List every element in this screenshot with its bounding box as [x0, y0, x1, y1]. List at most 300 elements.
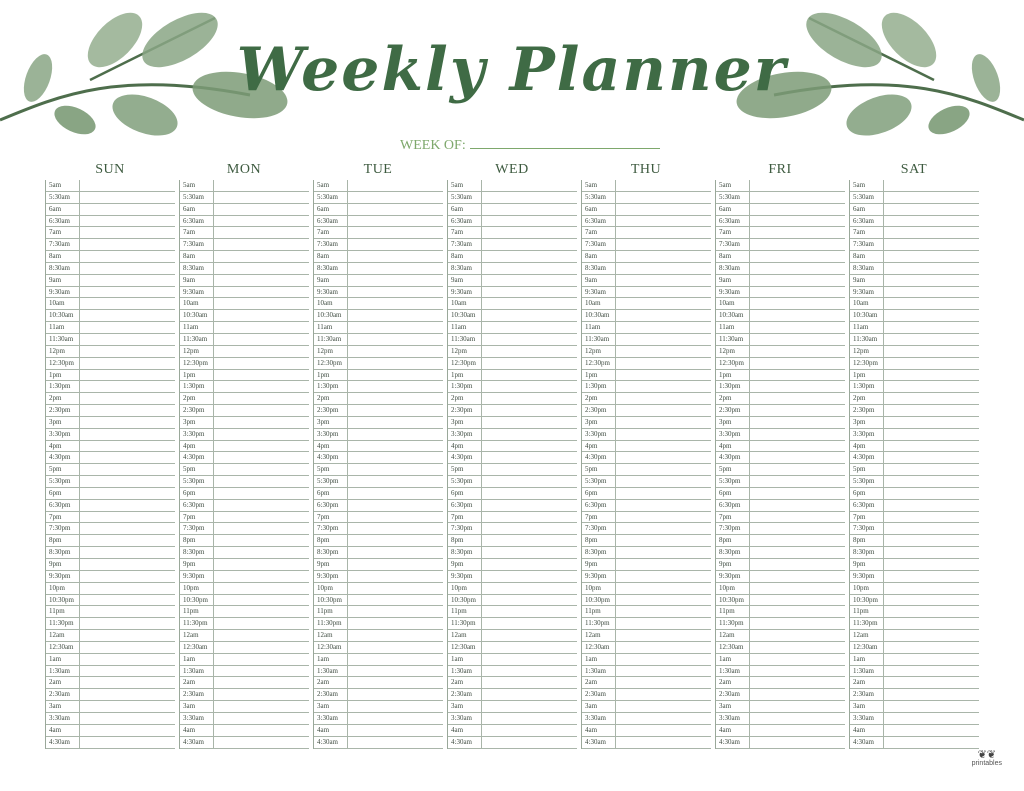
time-slot-row[interactable] [448, 488, 577, 500]
time-slot-row[interactable] [180, 452, 309, 464]
time-slot-row[interactable] [850, 334, 979, 346]
time-slot-row[interactable] [180, 689, 309, 701]
time-slot-row[interactable] [716, 334, 845, 346]
time-slot-row[interactable] [46, 310, 175, 322]
time-slot-row[interactable] [180, 618, 309, 630]
time-slot-row[interactable] [46, 689, 175, 701]
time-slot-row[interactable] [448, 180, 577, 192]
time-slot-row[interactable] [850, 405, 979, 417]
time-slot-row[interactable] [180, 370, 309, 382]
time-slot-row[interactable] [180, 677, 309, 689]
time-slot-row[interactable] [180, 298, 309, 310]
time-slot-row[interactable] [850, 488, 979, 500]
time-slot-row[interactable] [46, 677, 175, 689]
time-slot-row[interactable] [448, 642, 577, 654]
time-slot-row[interactable] [314, 677, 443, 689]
time-slot-row[interactable] [314, 334, 443, 346]
time-slot-row[interactable] [314, 381, 443, 393]
time-slot-row[interactable] [448, 370, 577, 382]
time-slot-row[interactable] [582, 523, 711, 535]
time-slot-row[interactable] [582, 512, 711, 524]
time-slot-row[interactable] [448, 713, 577, 725]
time-slot-row[interactable] [314, 358, 443, 370]
time-slot-row[interactable] [180, 464, 309, 476]
time-slot-row[interactable] [448, 737, 577, 749]
time-slot-row[interactable] [314, 737, 443, 749]
time-slot-row[interactable] [850, 677, 979, 689]
time-slot-row[interactable] [716, 618, 845, 630]
time-slot-row[interactable] [448, 523, 577, 535]
time-slot-row[interactable] [314, 452, 443, 464]
time-slot-row[interactable] [448, 263, 577, 275]
time-slot-row[interactable] [314, 239, 443, 251]
time-slot-row[interactable] [716, 642, 845, 654]
time-slot-row[interactable] [716, 346, 845, 358]
time-slot-row[interactable] [180, 512, 309, 524]
time-slot-row[interactable] [448, 500, 577, 512]
time-slot-row[interactable] [716, 322, 845, 334]
time-slot-row[interactable] [716, 512, 845, 524]
time-slot-row[interactable] [448, 535, 577, 547]
time-slot-row[interactable] [180, 654, 309, 666]
time-slot-row[interactable] [314, 583, 443, 595]
time-slot-row[interactable] [850, 500, 979, 512]
time-slot-row[interactable] [716, 393, 845, 405]
time-slot-row[interactable] [46, 322, 175, 334]
time-slot-row[interactable] [716, 488, 845, 500]
time-slot-row[interactable] [850, 464, 979, 476]
time-slot-row[interactable] [850, 689, 979, 701]
time-slot-row[interactable] [582, 192, 711, 204]
time-slot-row[interactable] [582, 689, 711, 701]
time-slot-row[interactable] [582, 370, 711, 382]
time-slot-row[interactable] [448, 429, 577, 441]
time-slot-row[interactable] [716, 216, 845, 228]
time-slot-row[interactable] [448, 630, 577, 642]
time-slot-row[interactable] [448, 654, 577, 666]
time-slot-row[interactable] [180, 595, 309, 607]
time-slot-row[interactable] [850, 204, 979, 216]
time-slot-row[interactable] [314, 642, 443, 654]
time-slot-row[interactable] [314, 298, 443, 310]
time-slot-row[interactable] [314, 701, 443, 713]
time-slot-row[interactable] [716, 358, 845, 370]
time-slot-row[interactable] [46, 441, 175, 453]
time-slot-row[interactable] [46, 180, 175, 192]
time-slot-row[interactable] [180, 239, 309, 251]
time-slot-row[interactable] [716, 370, 845, 382]
time-slot-row[interactable] [180, 583, 309, 595]
time-slot-row[interactable] [314, 559, 443, 571]
time-slot-row[interactable] [46, 239, 175, 251]
time-slot-row[interactable] [448, 666, 577, 678]
time-slot-row[interactable] [46, 204, 175, 216]
time-slot-row[interactable] [716, 725, 845, 737]
time-slot-row[interactable] [582, 701, 711, 713]
time-slot-row[interactable] [716, 310, 845, 322]
time-slot-row[interactable] [716, 595, 845, 607]
time-slot-row[interactable] [448, 571, 577, 583]
time-slot-row[interactable] [448, 583, 577, 595]
time-slot-row[interactable] [716, 571, 845, 583]
time-slot-row[interactable] [46, 606, 175, 618]
time-slot-row[interactable] [582, 464, 711, 476]
time-slot-row[interactable] [180, 405, 309, 417]
time-slot-row[interactable] [180, 393, 309, 405]
time-slot-row[interactable] [46, 500, 175, 512]
time-slot-row[interactable] [314, 725, 443, 737]
time-slot-row[interactable] [314, 689, 443, 701]
time-slot-row[interactable] [46, 512, 175, 524]
time-slot-row[interactable] [180, 192, 309, 204]
time-slot-row[interactable] [850, 227, 979, 239]
time-slot-row[interactable] [180, 441, 309, 453]
time-slot-row[interactable] [850, 322, 979, 334]
time-slot-row[interactable] [850, 263, 979, 275]
time-slot-row[interactable] [716, 452, 845, 464]
time-slot-row[interactable] [180, 263, 309, 275]
time-slot-row[interactable] [448, 216, 577, 228]
time-slot-row[interactable] [314, 263, 443, 275]
time-slot-row[interactable] [850, 180, 979, 192]
time-slot-row[interactable] [582, 310, 711, 322]
time-slot-row[interactable] [716, 500, 845, 512]
time-slot-row[interactable] [314, 251, 443, 263]
time-slot-row[interactable] [850, 370, 979, 382]
time-slot-row[interactable] [314, 216, 443, 228]
time-slot-row[interactable] [582, 204, 711, 216]
time-slot-row[interactable] [582, 251, 711, 263]
time-slot-row[interactable] [582, 180, 711, 192]
time-slot-row[interactable] [314, 571, 443, 583]
time-slot-row[interactable] [448, 346, 577, 358]
time-slot-row[interactable] [314, 512, 443, 524]
time-slot-row[interactable] [582, 393, 711, 405]
time-slot-row[interactable] [716, 476, 845, 488]
time-slot-row[interactable] [180, 322, 309, 334]
time-slot-row[interactable] [314, 630, 443, 642]
time-slot-row[interactable] [582, 263, 711, 275]
time-slot-row[interactable] [582, 654, 711, 666]
time-slot-row[interactable] [582, 571, 711, 583]
time-slot-row[interactable] [850, 429, 979, 441]
time-slot-row[interactable] [180, 701, 309, 713]
time-slot-row[interactable] [582, 346, 711, 358]
time-slot-row[interactable] [180, 287, 309, 299]
time-slot-row[interactable] [180, 500, 309, 512]
time-slot-row[interactable] [850, 630, 979, 642]
time-slot-row[interactable] [850, 358, 979, 370]
time-slot-row[interactable] [716, 523, 845, 535]
time-slot-row[interactable] [448, 251, 577, 263]
time-slot-row[interactable] [716, 464, 845, 476]
time-slot-row[interactable] [716, 239, 845, 251]
time-slot-row[interactable] [314, 417, 443, 429]
time-slot-row[interactable] [582, 452, 711, 464]
time-slot-row[interactable] [582, 275, 711, 287]
time-slot-row[interactable] [46, 381, 175, 393]
time-slot-row[interactable] [850, 618, 979, 630]
time-slot-row[interactable] [850, 654, 979, 666]
time-slot-row[interactable] [314, 654, 443, 666]
time-slot-row[interactable] [46, 642, 175, 654]
time-slot-row[interactable] [850, 547, 979, 559]
time-slot-row[interactable] [46, 654, 175, 666]
time-slot-row[interactable] [448, 464, 577, 476]
time-slot-row[interactable] [314, 523, 443, 535]
time-slot-row[interactable] [448, 441, 577, 453]
time-slot-row[interactable] [850, 393, 979, 405]
time-slot-row[interactable] [582, 476, 711, 488]
time-slot-row[interactable] [850, 298, 979, 310]
time-slot-row[interactable] [46, 535, 175, 547]
time-slot-row[interactable] [582, 630, 711, 642]
time-slot-row[interactable] [180, 381, 309, 393]
time-slot-row[interactable] [716, 547, 845, 559]
time-slot-row[interactable] [582, 559, 711, 571]
time-slot-row[interactable] [716, 630, 845, 642]
time-slot-row[interactable] [716, 263, 845, 275]
time-slot-row[interactable] [180, 251, 309, 263]
time-slot-row[interactable] [716, 583, 845, 595]
time-slot-row[interactable] [448, 725, 577, 737]
time-slot-row[interactable] [314, 180, 443, 192]
time-slot-row[interactable] [314, 595, 443, 607]
time-slot-row[interactable] [448, 701, 577, 713]
week-of-line[interactable] [470, 135, 660, 149]
time-slot-row[interactable] [448, 192, 577, 204]
time-slot-row[interactable] [46, 476, 175, 488]
time-slot-row[interactable] [582, 642, 711, 654]
time-slot-row[interactable] [180, 204, 309, 216]
time-slot-row[interactable] [180, 547, 309, 559]
time-slot-row[interactable] [716, 666, 845, 678]
time-slot-row[interactable] [448, 417, 577, 429]
time-slot-row[interactable] [314, 227, 443, 239]
time-slot-row[interactable] [46, 488, 175, 500]
time-slot-row[interactable] [314, 204, 443, 216]
time-slot-row[interactable] [180, 227, 309, 239]
time-slot-row[interactable] [180, 725, 309, 737]
time-slot-row[interactable] [46, 464, 175, 476]
time-slot-row[interactable] [582, 618, 711, 630]
time-slot-row[interactable] [180, 737, 309, 749]
time-slot-row[interactable] [582, 334, 711, 346]
time-slot-row[interactable] [850, 571, 979, 583]
time-slot-row[interactable] [180, 488, 309, 500]
time-slot-row[interactable] [850, 583, 979, 595]
time-slot-row[interactable] [850, 713, 979, 725]
time-slot-row[interactable] [582, 322, 711, 334]
time-slot-row[interactable] [716, 606, 845, 618]
time-slot-row[interactable] [180, 358, 309, 370]
time-slot-row[interactable] [46, 346, 175, 358]
time-slot-row[interactable] [850, 595, 979, 607]
time-slot-row[interactable] [716, 677, 845, 689]
time-slot-row[interactable] [46, 725, 175, 737]
time-slot-row[interactable] [448, 689, 577, 701]
time-slot-row[interactable] [46, 216, 175, 228]
time-slot-row[interactable] [850, 606, 979, 618]
time-slot-row[interactable] [46, 583, 175, 595]
time-slot-row[interactable] [582, 713, 711, 725]
time-slot-row[interactable] [46, 298, 175, 310]
time-slot-row[interactable] [582, 358, 711, 370]
time-slot-row[interactable] [448, 322, 577, 334]
time-slot-row[interactable] [314, 370, 443, 382]
time-slot-row[interactable] [46, 429, 175, 441]
time-slot-row[interactable] [850, 642, 979, 654]
time-slot-row[interactable] [448, 298, 577, 310]
time-slot-row[interactable] [314, 535, 443, 547]
time-slot-row[interactable] [582, 441, 711, 453]
time-slot-row[interactable] [448, 476, 577, 488]
time-slot-row[interactable] [716, 654, 845, 666]
time-slot-row[interactable] [582, 535, 711, 547]
time-slot-row[interactable] [716, 381, 845, 393]
time-slot-row[interactable] [46, 287, 175, 299]
time-slot-row[interactable] [448, 452, 577, 464]
time-slot-row[interactable] [448, 381, 577, 393]
time-slot-row[interactable] [180, 334, 309, 346]
time-slot-row[interactable] [716, 701, 845, 713]
time-slot-row[interactable] [46, 630, 175, 642]
time-slot-row[interactable] [46, 251, 175, 263]
time-slot-row[interactable] [716, 298, 845, 310]
time-slot-row[interactable] [582, 737, 711, 749]
time-slot-row[interactable] [448, 275, 577, 287]
time-slot-row[interactable] [180, 523, 309, 535]
time-slot-row[interactable] [582, 429, 711, 441]
time-slot-row[interactable] [314, 464, 443, 476]
time-slot-row[interactable] [850, 559, 979, 571]
time-slot-row[interactable] [716, 405, 845, 417]
time-slot-row[interactable] [850, 476, 979, 488]
time-slot-row[interactable] [850, 275, 979, 287]
time-slot-row[interactable] [716, 429, 845, 441]
time-slot-row[interactable] [314, 310, 443, 322]
time-slot-row[interactable] [448, 310, 577, 322]
time-slot-row[interactable] [850, 192, 979, 204]
time-slot-row[interactable] [46, 334, 175, 346]
time-slot-row[interactable] [180, 606, 309, 618]
time-slot-row[interactable] [448, 405, 577, 417]
time-slot-row[interactable] [582, 500, 711, 512]
time-slot-row[interactable] [46, 227, 175, 239]
time-slot-row[interactable] [582, 417, 711, 429]
time-slot-row[interactable] [46, 263, 175, 275]
time-slot-row[interactable] [46, 405, 175, 417]
time-slot-row[interactable] [314, 547, 443, 559]
time-slot-row[interactable] [850, 441, 979, 453]
time-slot-row[interactable] [850, 216, 979, 228]
time-slot-row[interactable] [180, 476, 309, 488]
time-slot-row[interactable] [582, 547, 711, 559]
time-slot-row[interactable] [582, 488, 711, 500]
time-slot-row[interactable] [314, 287, 443, 299]
time-slot-row[interactable] [582, 583, 711, 595]
time-slot-row[interactable] [850, 346, 979, 358]
time-slot-row[interactable] [850, 239, 979, 251]
time-slot-row[interactable] [716, 204, 845, 216]
time-slot-row[interactable] [180, 310, 309, 322]
time-slot-row[interactable] [180, 630, 309, 642]
time-slot-row[interactable] [850, 725, 979, 737]
time-slot-row[interactable] [314, 618, 443, 630]
time-slot-row[interactable] [582, 298, 711, 310]
time-slot-row[interactable] [448, 204, 577, 216]
time-slot-row[interactable] [180, 535, 309, 547]
time-slot-row[interactable] [180, 429, 309, 441]
time-slot-row[interactable] [180, 571, 309, 583]
time-slot-row[interactable] [180, 180, 309, 192]
time-slot-row[interactable] [716, 689, 845, 701]
time-slot-row[interactable] [314, 346, 443, 358]
time-slot-row[interactable] [180, 346, 309, 358]
time-slot-row[interactable] [46, 547, 175, 559]
time-slot-row[interactable] [448, 334, 577, 346]
time-slot-row[interactable] [46, 523, 175, 535]
time-slot-row[interactable] [180, 216, 309, 228]
time-slot-row[interactable] [850, 251, 979, 263]
time-slot-row[interactable] [314, 405, 443, 417]
time-slot-row[interactable] [716, 227, 845, 239]
time-slot-row[interactable] [46, 370, 175, 382]
time-slot-row[interactable] [448, 618, 577, 630]
time-slot-row[interactable] [448, 358, 577, 370]
time-slot-row[interactable] [314, 666, 443, 678]
time-slot-row[interactable] [716, 535, 845, 547]
time-slot-row[interactable] [448, 227, 577, 239]
time-slot-row[interactable] [46, 737, 175, 749]
time-slot-row[interactable] [850, 512, 979, 524]
time-slot-row[interactable] [314, 192, 443, 204]
time-slot-row[interactable] [716, 713, 845, 725]
time-slot-row[interactable] [850, 417, 979, 429]
time-slot-row[interactable] [46, 666, 175, 678]
time-slot-row[interactable] [180, 666, 309, 678]
time-slot-row[interactable] [448, 512, 577, 524]
time-slot-row[interactable] [180, 713, 309, 725]
time-slot-row[interactable] [448, 547, 577, 559]
time-slot-row[interactable] [716, 417, 845, 429]
time-slot-row[interactable] [180, 417, 309, 429]
time-slot-row[interactable] [582, 227, 711, 239]
time-slot-row[interactable] [448, 595, 577, 607]
time-slot-row[interactable] [448, 677, 577, 689]
time-slot-row[interactable] [582, 666, 711, 678]
time-slot-row[interactable] [46, 559, 175, 571]
week-of-field[interactable] [400, 135, 660, 154]
time-slot-row[interactable] [314, 429, 443, 441]
time-slot-row[interactable] [314, 488, 443, 500]
time-slot-row[interactable] [46, 192, 175, 204]
time-slot-row[interactable] [314, 322, 443, 334]
time-slot-row[interactable] [716, 251, 845, 263]
time-slot-row[interactable] [582, 725, 711, 737]
time-slot-row[interactable] [582, 239, 711, 251]
time-slot-row[interactable] [46, 417, 175, 429]
time-slot-row[interactable] [582, 381, 711, 393]
time-slot-row[interactable] [46, 358, 175, 370]
time-slot-row[interactable] [716, 441, 845, 453]
time-slot-row[interactable] [850, 287, 979, 299]
time-slot-row[interactable] [582, 216, 711, 228]
time-slot-row[interactable] [314, 606, 443, 618]
time-slot-row[interactable] [314, 500, 443, 512]
time-slot-row[interactable] [582, 287, 711, 299]
time-slot-row[interactable] [582, 677, 711, 689]
